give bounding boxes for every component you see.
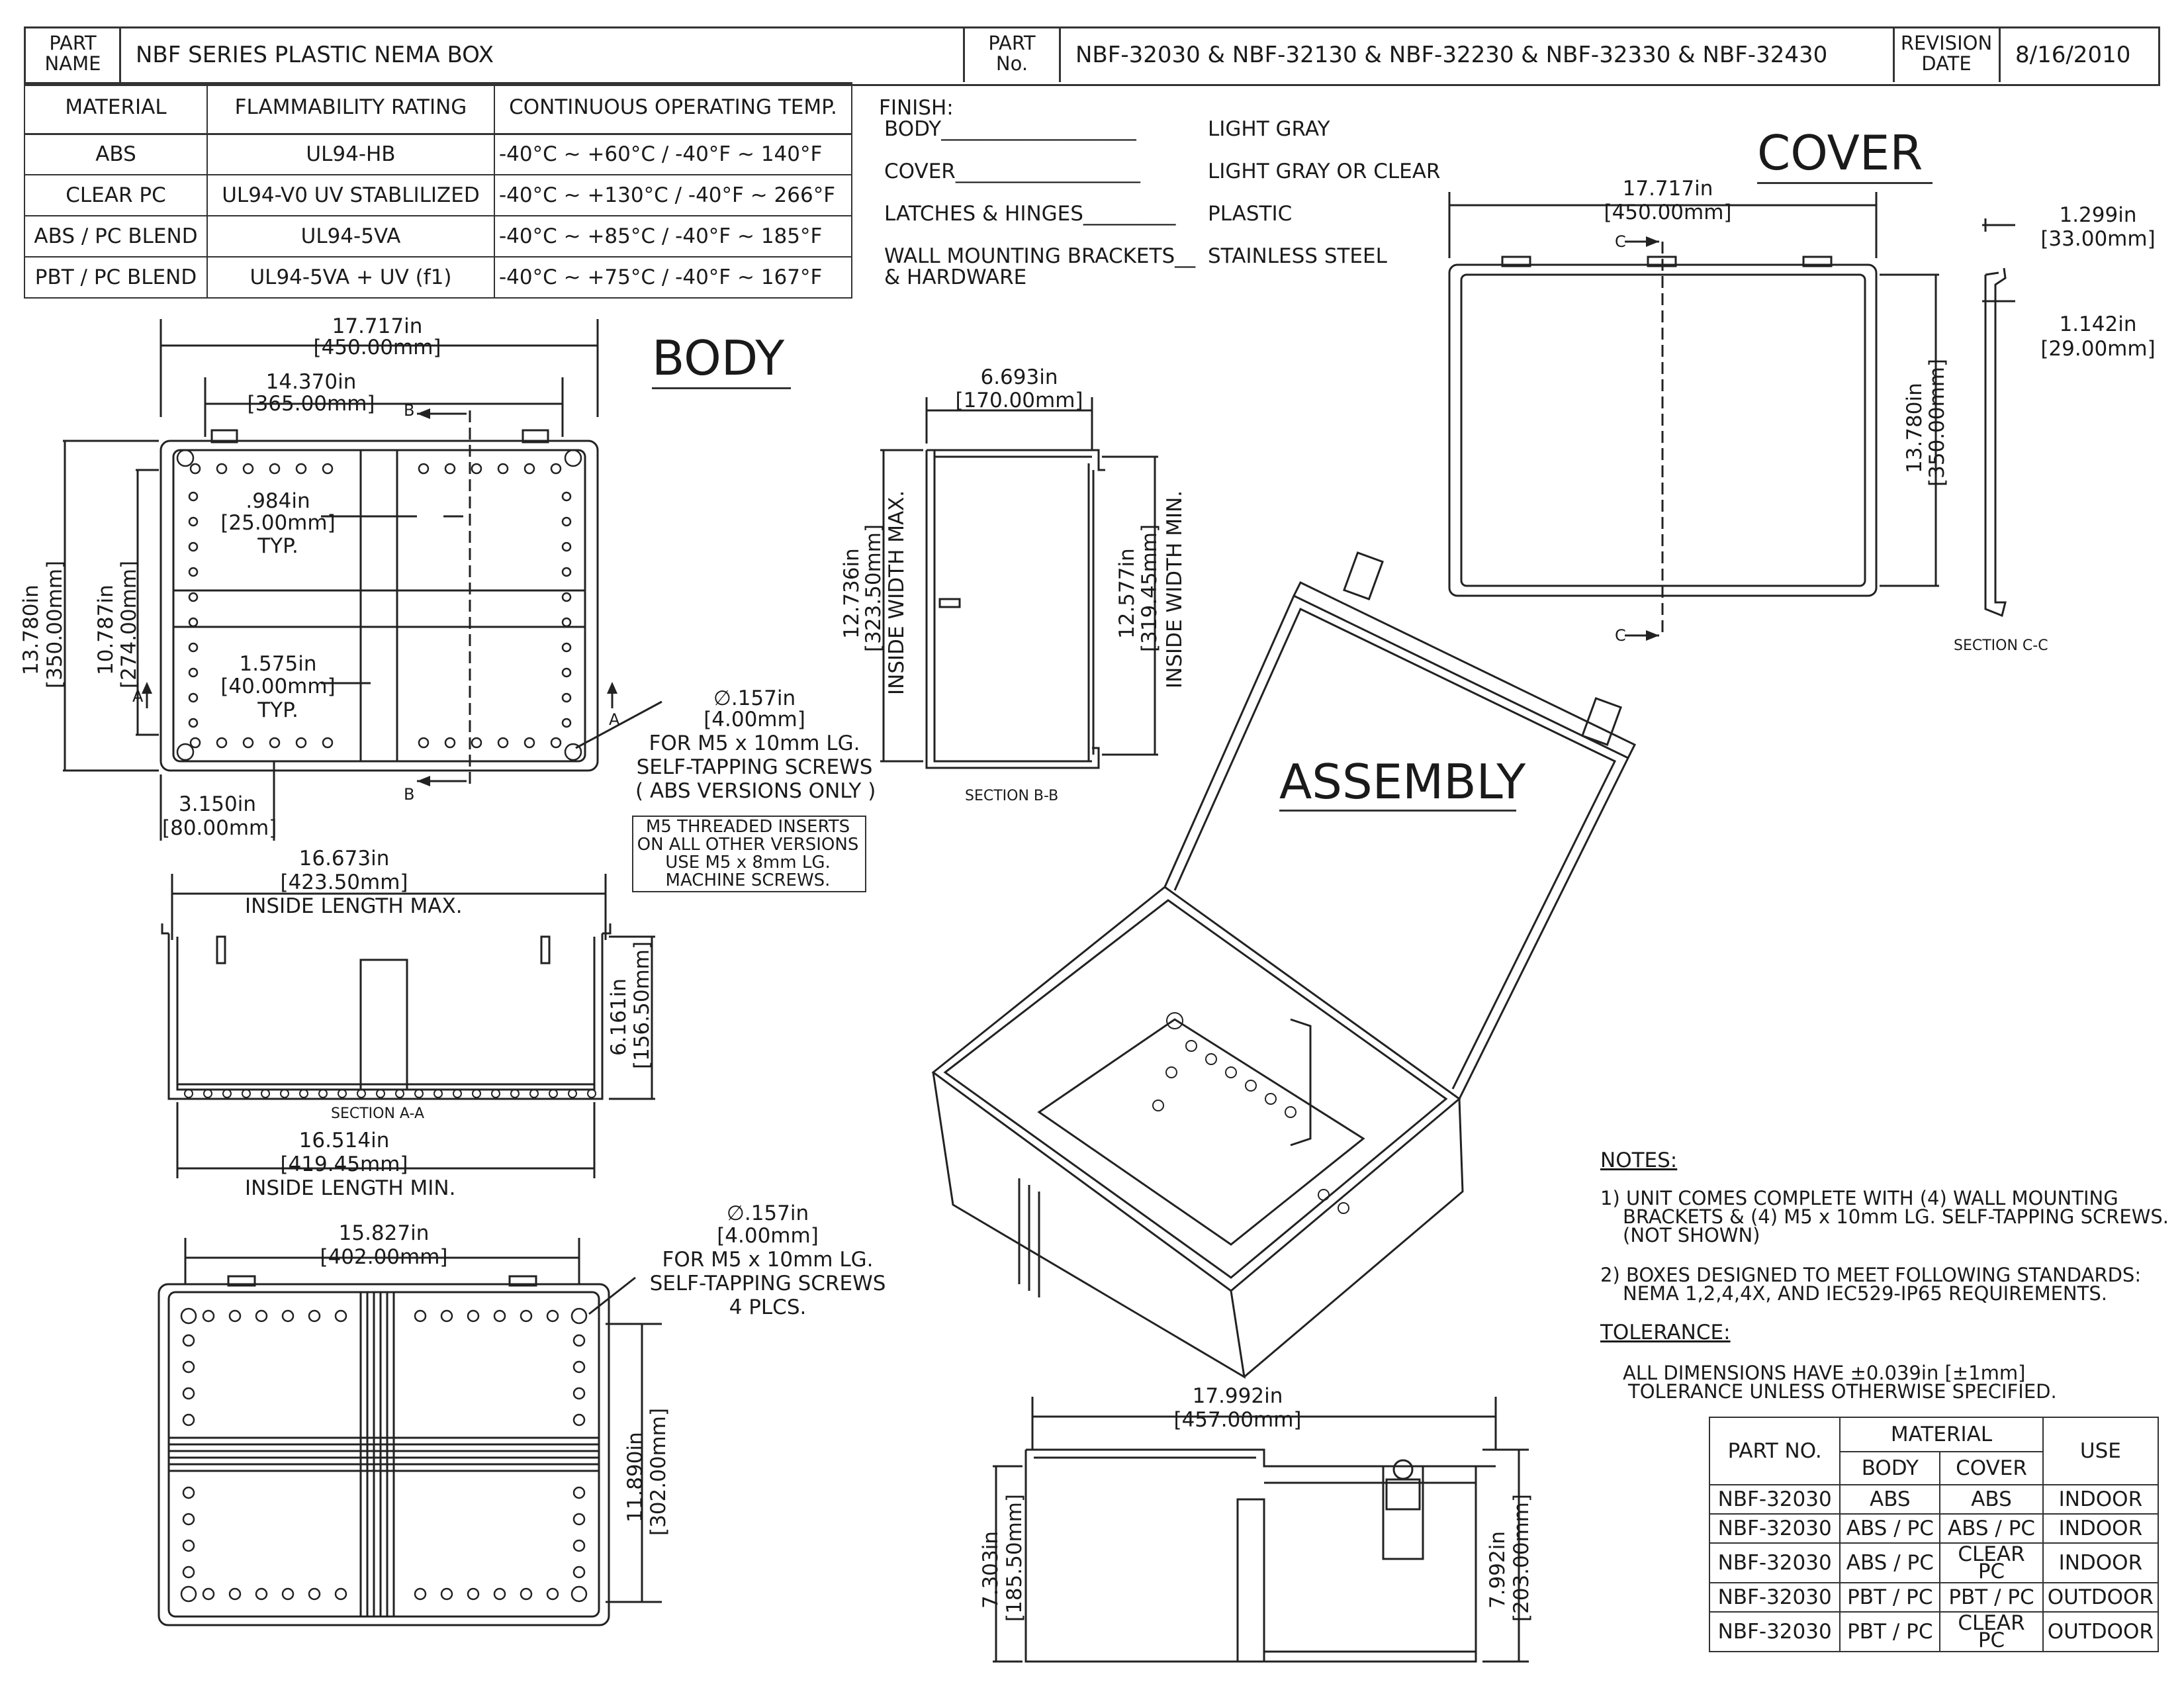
dim-bb-width: 6.693in bbox=[980, 365, 1058, 389]
tolerance-heading: TOLERANCE: bbox=[1600, 1321, 1731, 1344]
dim-cc-inner-mm: [29.00mm] bbox=[2040, 337, 2156, 361]
hole-icon bbox=[563, 643, 570, 651]
dim-cover-height: 13.780in bbox=[1903, 383, 1927, 473]
insert-note: MACHINE SCREWS. bbox=[665, 870, 831, 890]
section-cc-label: SECTION C-C bbox=[1954, 637, 2048, 654]
finish-value: PLASTIC bbox=[1208, 202, 1293, 226]
hole-icon bbox=[574, 1362, 584, 1372]
dim-pitch-mm: [25.00mm] bbox=[220, 511, 336, 535]
hole-icon bbox=[183, 1567, 194, 1577]
dim-bb-inside-min-mm: [319.45mm] bbox=[1138, 524, 1161, 652]
dim-aa-length-min-mm: [419.45mm] bbox=[280, 1152, 408, 1176]
tolerance-line: ALL DIMENSIONS HAVE ±0.039in [±1mm] bbox=[1623, 1362, 2026, 1384]
dim-cover-height-mm: [350.00mm] bbox=[1925, 358, 1949, 487]
note-line: 2) BOXES DESIGNED TO MEET FOLLOWING STANDARDS: bbox=[1600, 1264, 2142, 1286]
section-aa-label: SECTION A-A bbox=[331, 1105, 424, 1122]
hole-icon bbox=[547, 1589, 558, 1599]
insert-note: ON ALL OTHER VERSIONS bbox=[637, 835, 859, 855]
finish-item: WALL MOUNTING BRACKETS__ bbox=[884, 244, 1196, 268]
dim-bb-inside-min: 12.577in bbox=[1115, 548, 1139, 639]
hole-icon bbox=[1265, 1094, 1276, 1104]
dim-bb-inside-max-mm: [323.50mm] bbox=[862, 524, 886, 652]
hole-icon bbox=[1318, 1190, 1329, 1200]
parts-header: COVER bbox=[1940, 1452, 2042, 1485]
materials-cell: ABS / PC BLEND bbox=[24, 216, 207, 257]
bottom-screw-callout: FOR M5 x 10mm LG. bbox=[662, 1248, 874, 1272]
hole-icon bbox=[572, 1587, 586, 1601]
parts-cell: INDOOR bbox=[2043, 1543, 2158, 1583]
screw-callout: SELF-TAPPING SCREWS bbox=[636, 755, 873, 779]
finish-extra: & HARDWARE bbox=[884, 265, 1027, 289]
materials-cell: -40°C ~ +75°C / -40°F ~ 167°F bbox=[494, 257, 852, 298]
assembly-view-title: ASSEMBLY bbox=[1279, 754, 1526, 810]
hole-icon bbox=[230, 1589, 240, 1599]
hole-icon bbox=[468, 1589, 478, 1599]
dim-body-height2: 10.787in bbox=[94, 585, 118, 675]
dim-aa-length-max: 16.673in bbox=[298, 847, 390, 870]
parts-cell: NBF-32030 bbox=[1709, 1612, 1840, 1652]
materials-header: FLAMMABILITY RATING bbox=[207, 82, 494, 134]
hole-icon bbox=[574, 1415, 584, 1425]
dim-body-height2-mm: [274.00mm] bbox=[117, 560, 141, 688]
hole-icon bbox=[189, 518, 197, 526]
hole-icon bbox=[183, 1335, 194, 1346]
section-marker: A bbox=[132, 687, 144, 706]
dim-side-width-mm: [457.00mm] bbox=[1173, 1408, 1302, 1432]
hole-icon bbox=[415, 1090, 423, 1098]
hole-icon bbox=[453, 1090, 461, 1098]
parts-cell: INDOOR bbox=[2043, 1485, 2158, 1514]
body-view-title: BODY bbox=[652, 330, 785, 386]
dim-rib-typ: TYP. bbox=[257, 698, 298, 722]
hole-icon bbox=[189, 618, 197, 626]
hole-icon bbox=[434, 1090, 442, 1098]
hole-icon bbox=[242, 1090, 250, 1098]
materials-cell: UL94-5VA + UV (f1) bbox=[207, 257, 494, 298]
materials-cell: UL94-HB bbox=[207, 134, 494, 175]
dim-side-total-mm: [203.00mm] bbox=[1510, 1493, 1533, 1622]
dim-body-inner-mm: [365.00mm] bbox=[247, 392, 375, 416]
hole-icon bbox=[183, 1487, 194, 1498]
hole-icon bbox=[574, 1487, 584, 1498]
hole-icon bbox=[563, 518, 570, 526]
hole-icon bbox=[189, 669, 197, 677]
hole-icon bbox=[203, 1589, 214, 1599]
parts-header: BODY bbox=[1840, 1452, 1940, 1485]
hole-icon bbox=[530, 1090, 538, 1098]
hole-icon bbox=[230, 1311, 240, 1321]
dim-aa-length-min-label: INSIDE LENGTH MIN. bbox=[245, 1176, 456, 1200]
dim-bottom-height: 11.890in bbox=[623, 1432, 647, 1523]
hole-icon bbox=[563, 669, 570, 677]
bottom-screw-callout: ∅.157in bbox=[726, 1201, 809, 1225]
hole-icon bbox=[563, 492, 570, 500]
hole-icon bbox=[563, 543, 570, 551]
parts-table bbox=[1709, 1417, 2159, 1652]
hole-icon bbox=[492, 1090, 500, 1098]
dim-pitch: .984in bbox=[246, 489, 310, 513]
hole-icon bbox=[244, 738, 253, 747]
hole-icon bbox=[551, 738, 561, 747]
hole-icon bbox=[472, 738, 481, 747]
materials-cell: UL94-5VA bbox=[207, 216, 494, 257]
dim-side-total: 7.992in bbox=[1486, 1530, 1510, 1609]
hole-icon bbox=[336, 1311, 346, 1321]
hole-icon bbox=[574, 1335, 584, 1346]
dim-body-width: 17.717in bbox=[332, 314, 423, 338]
hole-icon bbox=[204, 1090, 212, 1098]
parts-cell: OUTDOOR bbox=[2043, 1612, 2158, 1652]
dim-bb-inside-max-label: INSIDE WIDTH MAX. bbox=[885, 490, 909, 695]
hole-icon bbox=[177, 744, 193, 760]
hole-icon bbox=[563, 568, 570, 576]
hole-icon bbox=[574, 1540, 584, 1551]
hole-icon bbox=[281, 1090, 289, 1098]
hole-icon bbox=[217, 738, 226, 747]
screw-callout: [4.00mm] bbox=[704, 708, 805, 731]
hole-icon bbox=[270, 464, 279, 473]
hole-icon bbox=[296, 738, 306, 747]
parts-cell: NBF-32030 bbox=[1709, 1543, 1840, 1583]
parts-cell: OUTDOOR bbox=[2043, 1583, 2158, 1612]
hole-icon bbox=[189, 568, 197, 576]
hole-icon bbox=[572, 1309, 586, 1323]
finish-value: LIGHT GRAY OR CLEAR bbox=[1208, 160, 1441, 183]
hole-icon bbox=[191, 464, 200, 473]
bottom-screw-callout: [4.00mm] bbox=[717, 1224, 819, 1248]
hole-icon bbox=[357, 1090, 365, 1098]
parts-cell: ABS / PC bbox=[1840, 1543, 1940, 1583]
dim-body-height-mm: [350.00mm] bbox=[43, 560, 67, 688]
tolerance-line: TOLERANCE UNLESS OTHERWISE SPECIFIED. bbox=[1628, 1380, 2057, 1403]
hole-icon bbox=[223, 1090, 231, 1098]
dim-bb-width-mm: [170.00mm] bbox=[955, 389, 1083, 412]
finish-value: LIGHT GRAY bbox=[1208, 117, 1330, 141]
hole-icon bbox=[1285, 1107, 1296, 1117]
hole-icon bbox=[338, 1090, 346, 1098]
hole-icon bbox=[565, 450, 581, 466]
hole-icon bbox=[181, 1587, 196, 1601]
hole-icon bbox=[244, 464, 253, 473]
hole-icon bbox=[1167, 1013, 1183, 1029]
dim-side-width: 17.992in bbox=[1192, 1384, 1283, 1408]
hole-icon bbox=[574, 1514, 584, 1524]
hole-icon bbox=[574, 1388, 584, 1399]
hole-icon bbox=[377, 1090, 385, 1098]
dim-body-offset: 3.150in bbox=[179, 792, 257, 816]
materials-cell: -40°C ~ +85°C / -40°F ~ 185°F bbox=[494, 216, 852, 257]
divider bbox=[119, 26, 121, 82]
materials-header: MATERIAL bbox=[24, 82, 207, 134]
hole-icon bbox=[549, 1090, 557, 1098]
hole-icon bbox=[189, 492, 197, 500]
bottom-screw-callout: SELF-TAPPING SCREWS bbox=[649, 1272, 886, 1295]
hole-icon bbox=[472, 464, 481, 473]
hole-icon bbox=[336, 1589, 346, 1599]
parts-cell: ABS / PC bbox=[1840, 1514, 1940, 1543]
materials-cell: -40°C ~ +130°C / -40°F ~ 266°F bbox=[494, 175, 852, 216]
materials-cell: CLEAR PC bbox=[24, 175, 207, 216]
finish-item: BODY___________________ bbox=[884, 117, 1136, 141]
hole-icon bbox=[521, 1311, 531, 1321]
materials-cell: PBT / PC BLEND bbox=[24, 257, 207, 298]
dim-cover-width-mm: [450.00mm] bbox=[1604, 201, 1732, 224]
hole-icon bbox=[563, 618, 570, 626]
parts-header: MATERIAL bbox=[1840, 1417, 2042, 1452]
parts-header: PART NO. bbox=[1709, 1417, 1840, 1485]
hole-icon bbox=[300, 1090, 308, 1098]
hole-icon bbox=[441, 1311, 452, 1321]
dim-aa-depth: 6.161in bbox=[607, 978, 631, 1056]
hole-icon bbox=[270, 738, 279, 747]
part-name-label: PART NAME bbox=[44, 32, 101, 75]
insert-note: M5 THREADED INSERTS bbox=[645, 817, 850, 837]
materials-cell: -40°C ~ +60°C / -40°F ~ 140°F bbox=[494, 134, 852, 175]
hole-icon bbox=[1226, 1067, 1236, 1078]
dim-rib-mm: [40.00mm] bbox=[220, 675, 336, 698]
revision-date: 8/16/2010 bbox=[2015, 42, 2131, 68]
section-marker: B bbox=[404, 785, 415, 804]
materials-header: CONTINUOUS OPERATING TEMP. bbox=[494, 82, 852, 134]
parts-cell: NBF-32030 bbox=[1709, 1485, 1840, 1514]
dim-cc-total: 1.299in bbox=[2059, 203, 2137, 227]
hole-icon bbox=[574, 1567, 584, 1577]
section-marker: C bbox=[1615, 626, 1626, 645]
part-no: NBF-32030 & NBF-32130 & NBF-32230 & NBF-32330 & NBF-32430 bbox=[1075, 42, 1828, 68]
assembly-isometric bbox=[913, 543, 1641, 1390]
dim-aa-length-max-mm: [423.50mm] bbox=[280, 870, 408, 894]
divider bbox=[1999, 26, 2001, 82]
dim-body-offset-mm: [80.00mm] bbox=[162, 816, 277, 840]
section-marker: B bbox=[404, 401, 415, 420]
hole-icon bbox=[1338, 1203, 1349, 1213]
part-no-label: PART No. bbox=[988, 32, 1036, 75]
parts-cell: PBT / PC bbox=[1940, 1583, 2042, 1612]
parts-cell: NBF-32030 bbox=[1709, 1514, 1840, 1543]
hole-icon bbox=[323, 738, 332, 747]
hole-icon bbox=[521, 1589, 531, 1599]
notes-heading: NOTES: bbox=[1600, 1149, 1678, 1172]
hole-icon bbox=[563, 593, 570, 601]
hole-icon bbox=[177, 450, 193, 466]
hole-icon bbox=[547, 1311, 558, 1321]
hole-icon bbox=[1186, 1041, 1197, 1051]
materials-table bbox=[24, 82, 852, 299]
dim-bb-inside-max: 12.736in bbox=[840, 548, 864, 639]
hole-icon bbox=[261, 1090, 269, 1098]
finish-item: COVER__________________ bbox=[884, 160, 1140, 183]
hole-icon bbox=[565, 744, 581, 760]
part-name: NBF SERIES PLASTIC NEMA BOX bbox=[136, 42, 494, 68]
parts-cell: INDOOR bbox=[2043, 1514, 2158, 1543]
hole-icon bbox=[419, 738, 428, 747]
dim-side-body-mm: [185.50mm] bbox=[1003, 1493, 1026, 1622]
hole-icon bbox=[498, 738, 508, 747]
hole-icon bbox=[468, 1311, 478, 1321]
dim-aa-length-max-label: INSIDE LENGTH MAX. bbox=[245, 894, 463, 918]
hole-icon bbox=[1153, 1100, 1163, 1111]
hole-icon bbox=[189, 719, 197, 727]
parts-cell: NBF-32030 bbox=[1709, 1583, 1840, 1612]
cover-view-title: COVER bbox=[1757, 125, 1923, 181]
hole-icon bbox=[473, 1090, 480, 1098]
parts-header: USE bbox=[2043, 1417, 2158, 1485]
parts-cell: CLEAR PC bbox=[1940, 1543, 2042, 1583]
hole-icon bbox=[181, 1309, 196, 1323]
hole-icon bbox=[323, 464, 332, 473]
hole-icon bbox=[191, 738, 200, 747]
hole-icon bbox=[296, 464, 306, 473]
parts-cell: PBT / PC bbox=[1840, 1612, 1940, 1652]
dim-aa-depth-mm: [156.50mm] bbox=[630, 941, 654, 1069]
hole-icon bbox=[309, 1589, 320, 1599]
hole-icon bbox=[203, 1311, 214, 1321]
dim-rib: 1.575in bbox=[239, 652, 317, 676]
dim-cc-total-mm: [33.00mm] bbox=[2040, 227, 2156, 251]
hole-icon bbox=[511, 1090, 519, 1098]
dim-bottom-width-mm: [402.00mm] bbox=[320, 1245, 448, 1269]
dim-body-inner: 14.370in bbox=[265, 370, 357, 394]
parts-cell: ABS / PC bbox=[1940, 1514, 2042, 1543]
note-line: BRACKETS & (4) M5 x 10mm LG. SELF-TAPPING SCREWS. bbox=[1623, 1205, 2169, 1228]
dim-side-body: 7.303in bbox=[979, 1530, 1003, 1609]
hole-icon bbox=[569, 1090, 576, 1098]
materials-cell: ABS bbox=[24, 134, 207, 175]
hole-icon bbox=[185, 1090, 193, 1098]
dim-aa-length-min: 16.514in bbox=[298, 1129, 390, 1152]
dim-cc-inner: 1.142in bbox=[2059, 312, 2137, 336]
screw-callout: ( ABS VERSIONS ONLY ) bbox=[635, 779, 876, 803]
hole-icon bbox=[445, 738, 455, 747]
parts-cell: PBT / PC bbox=[1840, 1583, 1940, 1612]
hole-icon bbox=[189, 643, 197, 651]
note-line: (NOT SHOWN) bbox=[1623, 1224, 1760, 1246]
note-line: 1) UNIT COMES COMPLETE WITH (4) WALL MOUNTING bbox=[1600, 1187, 2118, 1209]
hole-icon bbox=[445, 464, 455, 473]
hole-icon bbox=[494, 1589, 505, 1599]
hole-icon bbox=[217, 464, 226, 473]
hole-icon bbox=[183, 1540, 194, 1551]
bottom-view bbox=[132, 1231, 675, 1668]
hole-icon bbox=[319, 1090, 327, 1098]
dim-pitch-typ: TYP. bbox=[257, 534, 298, 558]
dim-bb-inside-min-label: INSIDE WIDTH MIN. bbox=[1163, 490, 1187, 688]
hole-icon bbox=[563, 694, 570, 702]
hole-icon bbox=[525, 464, 534, 473]
hole-icon bbox=[189, 694, 197, 702]
dim-body-width-mm: [450.00mm] bbox=[313, 336, 441, 359]
hole-icon bbox=[415, 1589, 426, 1599]
hole-icon bbox=[183, 1388, 194, 1399]
parts-cell: CLEAR PC bbox=[1940, 1612, 2042, 1652]
section-bb-label: SECTION B-B bbox=[965, 788, 1059, 804]
hole-icon bbox=[183, 1415, 194, 1425]
section-marker: A bbox=[609, 710, 620, 729]
hole-icon bbox=[1206, 1054, 1216, 1064]
hole-icon bbox=[283, 1311, 293, 1321]
parts-cell: ABS bbox=[1840, 1485, 1940, 1514]
hole-icon bbox=[494, 1311, 505, 1321]
hole-icon bbox=[525, 738, 534, 747]
hole-icon bbox=[183, 1362, 194, 1372]
finish-value: STAINLESS STEEL bbox=[1208, 244, 1387, 268]
screw-callout: ∅.157in bbox=[713, 686, 796, 710]
hole-icon bbox=[498, 464, 508, 473]
hole-icon bbox=[563, 719, 570, 727]
divider bbox=[1059, 26, 1061, 82]
bottom-screw-callout: 4 PLCS. bbox=[729, 1295, 807, 1319]
parts-cell: ABS bbox=[1940, 1485, 2042, 1514]
dim-bottom-width: 15.827in bbox=[338, 1221, 430, 1245]
section-marker: C bbox=[1615, 232, 1626, 251]
hole-icon bbox=[551, 464, 561, 473]
hole-icon bbox=[189, 593, 197, 601]
finish-item: LATCHES & HINGES_________ bbox=[884, 202, 1176, 226]
dim-bottom-height-mm: [302.00mm] bbox=[647, 1407, 670, 1536]
hole-icon bbox=[183, 1514, 194, 1524]
hole-icon bbox=[396, 1090, 404, 1098]
hole-icon bbox=[419, 464, 428, 473]
hole-icon bbox=[1246, 1080, 1256, 1091]
hole-icon bbox=[441, 1589, 452, 1599]
finish-heading: FINISH: bbox=[879, 96, 954, 120]
insert-note: USE M5 x 8mm LG. bbox=[665, 853, 831, 872]
note-line: NEMA 1,2,4,4X, AND IEC529-IP65 REQUIREMENTS. bbox=[1623, 1282, 2107, 1305]
dim-body-height: 13.780in bbox=[19, 585, 43, 675]
dim-cover-width: 17.717in bbox=[1622, 177, 1713, 201]
hole-icon bbox=[256, 1311, 267, 1321]
revision-label: REVISION DATE bbox=[1900, 32, 1993, 75]
hole-icon bbox=[415, 1311, 426, 1321]
hole-icon bbox=[309, 1311, 320, 1321]
hole-icon bbox=[1166, 1067, 1177, 1078]
hole-icon bbox=[189, 543, 197, 551]
hole-icon bbox=[256, 1589, 267, 1599]
screw-callout: FOR M5 x 10mm LG. bbox=[649, 731, 860, 755]
materials-cell: UL94-V0 UV STABLILIZED bbox=[207, 175, 494, 216]
hole-icon bbox=[588, 1090, 596, 1098]
hole-icon bbox=[283, 1589, 293, 1599]
